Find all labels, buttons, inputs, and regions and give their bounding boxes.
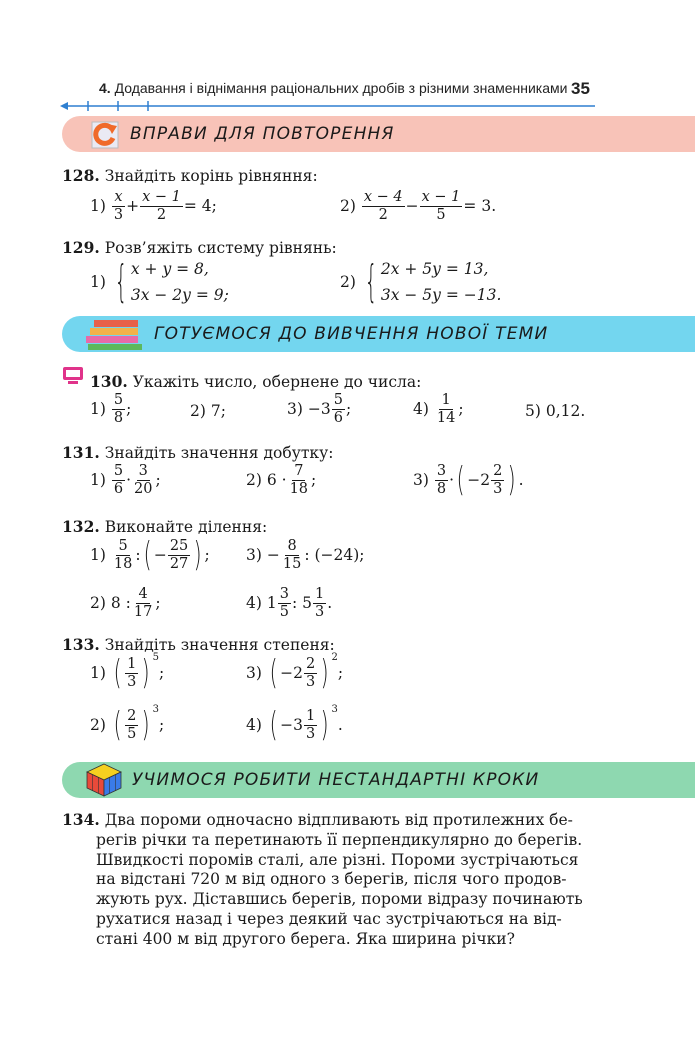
section-banner-nonstandard <box>62 762 695 798</box>
fraction: $\frac{x - 4}{2}$ <box>363 189 403 223</box>
exercise-number: 133. <box>62 635 100 654</box>
equation: 3x − 5y = −13. <box>380 286 502 305</box>
exercise-131-part-1: 1) $\frac{5}{6}$ · $\frac{3}{20}$ ; <box>90 463 161 497</box>
exercise-number: 131. <box>62 443 100 462</box>
part-label: 3) <box>246 664 262 683</box>
exercise-129-part-1 <box>90 256 229 309</box>
chapter-title: Додавання і віднімання раціональних дробів з різними знаменниками <box>114 80 568 96</box>
exercise-131-part-3: 3) $\frac{3}{8}$ · ( −2 $\frac{2}{3}$ ) . <box>413 460 524 501</box>
brace: { <box>364 256 378 308</box>
exercise-130-part-3: 3) −3 $\frac{5}{6}$ ; <box>287 392 352 426</box>
exercise-133-part-3: 3) ( −2 $\frac{2}{3}$ ) 2 ; <box>246 651 344 694</box>
part-label: 1) <box>90 273 106 292</box>
fraction: $\frac{25}{27}$ <box>169 538 189 572</box>
exercise-128-part-2: 2) $\frac{x - 4}{2}$ − $\frac{x - 1}{5}$ = 3. <box>340 189 497 223</box>
rubiks-cube-icon <box>86 763 122 797</box>
exercise-132-part-2: 2) 8 : $\frac{4}{17}$ ; <box>90 586 161 620</box>
fraction: $\frac{3}{20}$ <box>134 463 153 497</box>
paragraph-line: жують рух. Діставшись берегів, пороми відразу починають <box>96 890 583 909</box>
equation: 3x − 2y = 9; <box>130 286 229 305</box>
part-label: 2) <box>340 273 356 292</box>
exercise-134 <box>62 810 617 950</box>
exercise-text: Виконайте ділення: <box>104 518 268 536</box>
part-label: 2) <box>90 594 106 613</box>
section-banner-review <box>62 116 695 152</box>
part-label: 1) <box>90 664 106 683</box>
paragraph-line: на відстані 720 м від одного з берегів, після чого продов- <box>96 870 567 889</box>
paragraph-line: Швидкості поромів сталі, але різні. Пороми зустрічаються <box>96 850 579 869</box>
exercise-133-heading <box>62 635 335 654</box>
fraction: $\frac{3}{8}$ <box>436 463 447 497</box>
exercise-number: 134. <box>62 810 100 829</box>
part-label: 3) <box>287 400 303 419</box>
fraction: $\frac{x}{3}$ <box>113 189 124 223</box>
page-number: 35 <box>571 79 590 98</box>
exercise-133-part-2: 2) ( $\frac{2}{5}$ ) 3 ; <box>90 703 165 746</box>
fraction: $\frac{1}{3}$ <box>314 586 325 620</box>
exercise-text: Укажіть число, обернене до числа: <box>132 373 422 391</box>
exercise-132-heading <box>62 517 267 536</box>
exercise-number: 129. <box>62 238 100 257</box>
exercise-130-heading <box>90 372 421 391</box>
fraction: $\frac{5}{18}$ <box>113 538 133 572</box>
exercise-128-heading <box>62 166 318 185</box>
fraction: $\frac{7}{18}$ <box>289 463 309 497</box>
part-label: 1) <box>90 471 106 490</box>
exercise-132-part-3: 3) − $\frac{8}{15}$ : (−24); <box>246 538 365 572</box>
part-label: 4) <box>246 594 262 613</box>
part-label: 4) <box>413 400 429 419</box>
section-banner-prepare <box>62 316 695 352</box>
part-label: 1) <box>90 546 106 565</box>
fraction: $\frac{3}{5}$ <box>279 586 289 620</box>
part-label: 2) <box>246 471 262 490</box>
part-label: 2) <box>340 197 356 216</box>
fraction: $\frac{2}{3}$ <box>493 463 503 497</box>
computer-icon <box>62 366 84 386</box>
fraction: $\frac{x - 1}{5}$ <box>421 189 461 223</box>
exercise-130-part-2: 2) 7; <box>190 402 226 420</box>
fraction: $\frac{1}{3}$ <box>305 708 316 742</box>
paragraph-line: 134. Два пороми одночасно відпливають від протилежних бе- <box>62 810 573 829</box>
part-label: 3) <box>246 546 262 565</box>
section-title-prepare: ГОТУЄМОСЯ ДО ВИВЧЕННЯ НОВОЇ ТЕМИ <box>154 324 549 344</box>
equation: 2x + 5y = 13, <box>380 260 489 278</box>
chapter-number: 4. <box>99 80 111 96</box>
paragraph-line: стані 400 м від другого берега. Яка ширина річки? <box>96 929 515 948</box>
exercise-130-part-4: 4) $\frac{1}{14}$ ; <box>413 392 464 426</box>
part-label: 1) <box>90 400 106 419</box>
exercise-129-heading <box>62 238 337 257</box>
fraction: $\frac{4}{17}$ <box>133 586 153 620</box>
equation: x + y = 8, <box>130 260 209 278</box>
fraction: $\frac{5}{6}$ <box>333 392 343 426</box>
exercise-129-part-2 <box>340 256 501 309</box>
fraction: $\frac{1}{14}$ <box>436 392 456 426</box>
exercise-132-part-4: 4) 1 $\frac{3}{5}$ : 5 $\frac{1}{3}$ . <box>246 586 333 620</box>
exercise-number: 128. <box>62 166 100 185</box>
section-title-review: ВПРАВИ ДЛЯ ПОВТОРЕННЯ <box>130 124 395 144</box>
fraction: $\frac{2}{5}$ <box>127 708 137 742</box>
fraction: $\frac{8}{15}$ <box>282 538 302 572</box>
exercise-text: Розв’яжіть систему рівнянь: <box>104 239 337 257</box>
fraction: $\frac{x - 1}{2}$ <box>142 189 181 223</box>
exercise-number: 132. <box>62 517 100 536</box>
fraction: $\frac{1}{3}$ <box>127 656 137 690</box>
paragraph-line: рухатися назад і через деякий час зустрічаються на від- <box>96 910 562 929</box>
books-icon <box>86 318 144 350</box>
exercise-text: Знайдіть корінь рівняння: <box>104 167 318 185</box>
fraction: $\frac{2}{3}$ <box>305 656 316 690</box>
exercise-131-heading <box>62 443 333 462</box>
exercise-130-part-5: 5) 0,12. <box>525 402 586 420</box>
exercise-text: Знайдіть значення добутку: <box>104 444 334 462</box>
running-header <box>99 80 567 96</box>
exercise-132-part-1: 1) $\frac{5}{18}$ : ( − $\frac{25}{27}$ ) ; <box>90 535 210 576</box>
part-label: 4) <box>246 716 262 735</box>
refresh-icon <box>90 120 120 150</box>
exercise-133-part-1: 1) ( $\frac{1}{3}$ ) 5 ; <box>90 651 165 694</box>
exercise-133-part-4: 4) ( −3 $\frac{1}{3}$ ) 3 . <box>246 703 343 746</box>
part-label: 2) <box>190 402 206 420</box>
arrow-ruler-icon <box>60 101 595 111</box>
exercise-128-part-1: 1) $\frac{x}{3}$ + $\frac{x - 1}{2}$ = 4; <box>90 189 217 223</box>
fraction: $\frac{5}{8}$ <box>113 392 124 426</box>
exercise-130-part-1: 1) $\frac{5}{8}$ ; <box>90 392 132 426</box>
fraction: $\frac{5}{6}$ <box>113 463 124 497</box>
exercise-131-part-2: 2) 6 · $\frac{7}{18}$ ; <box>246 463 317 497</box>
brace: { <box>114 256 128 308</box>
part-label: 2) <box>90 716 106 735</box>
section-title-nonstandard: УЧИМОСЯ РОБИТИ НЕСТАНДАРТНІ КРОКИ <box>132 770 540 790</box>
paragraph-line: регів річки та перетинають її перпендикулярно до берегів. <box>96 830 583 849</box>
exercise-text: Знайдіть значення степеня: <box>104 636 335 654</box>
part-label: 3) <box>413 471 429 490</box>
part-label: 1) <box>90 197 106 216</box>
exercise-number: 130. <box>90 372 128 391</box>
part-label: 5) <box>525 402 541 420</box>
